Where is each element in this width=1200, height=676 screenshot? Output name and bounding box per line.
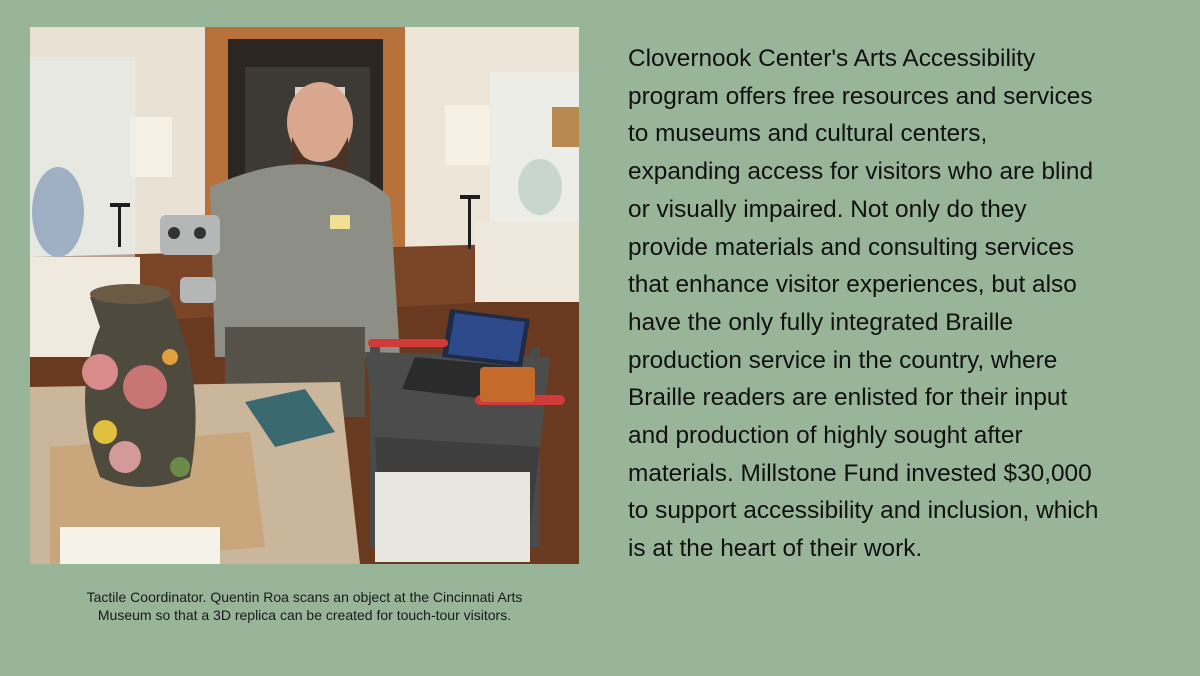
body-line: or visually impaired. Not only do they (628, 195, 1027, 223)
body-line: expanding access for visitors who are blind (628, 158, 1094, 186)
body-line: program offers free resources and services (628, 82, 1093, 110)
body-line: Clovernook Center's Arts Accessibility (628, 45, 1036, 72)
body-line: to museums and cultural centers, (628, 120, 988, 148)
scanning-photo (30, 27, 579, 564)
body-line: and production of highly sought after (628, 422, 1023, 450)
body-line: is at the heart of their work. (628, 535, 923, 563)
caption-line: Museum so that a 3D replica can be created for touch-tour visitors. (97, 607, 512, 623)
body-line: Braille readers are enlisted for their input (628, 384, 1068, 412)
body-line: production service in the country, where (628, 346, 1058, 374)
museum-scan-illustration (30, 27, 579, 564)
program-description (628, 40, 1173, 568)
body-line: provide materials and consulting services (628, 233, 1075, 261)
body-line: to support accessibility and inclusion, which (628, 497, 1099, 525)
caption-line: Tactile Coordinator. Quentin Roa scans an object at the Cincinnati Arts (86, 589, 523, 605)
body-line: that enhance visitor experiences, but also (628, 271, 1077, 299)
body-line: have the only fully integrated Braille (628, 308, 1014, 336)
photo-caption (20, 588, 589, 624)
body-line: materials. Millstone Fund invested $30,000 (628, 459, 1092, 487)
